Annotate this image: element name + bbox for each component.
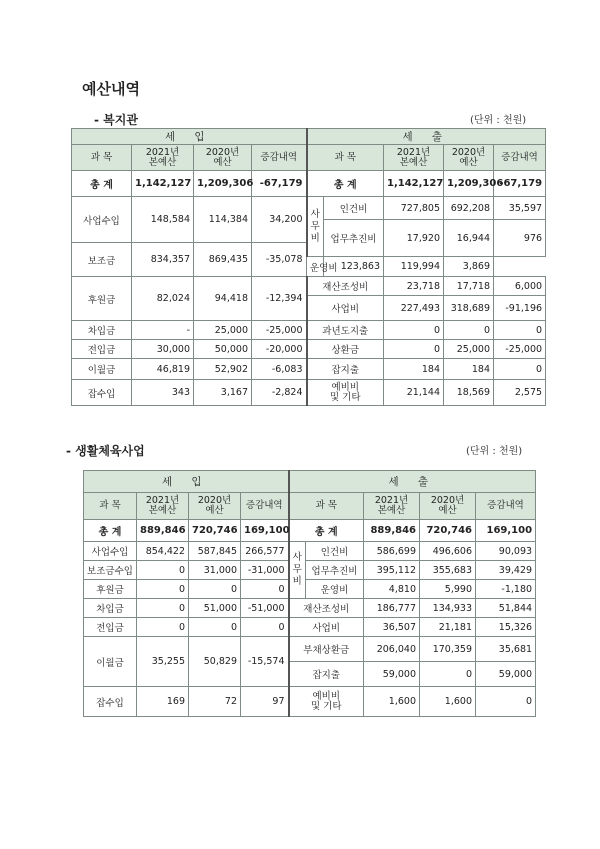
cell: 0	[137, 561, 189, 580]
cell: 1,600	[364, 687, 420, 717]
total-label: 총 계	[289, 520, 364, 542]
row-label: 부채상환금	[289, 637, 364, 662]
cell: 35,255	[137, 637, 189, 687]
cell: 0	[137, 599, 189, 618]
row-label: 잡지출	[307, 359, 384, 380]
cell: 266,577	[241, 542, 289, 561]
row-label: 운영비	[306, 580, 364, 599]
cell: 39,429	[476, 561, 536, 580]
cell: 36,507	[364, 618, 420, 637]
cell: 1,142,127	[384, 171, 444, 197]
cell: 21,181	[420, 618, 476, 637]
cell: 31,000	[189, 561, 241, 580]
cell: 889,846	[137, 520, 189, 542]
col-diff: 증감내역	[494, 145, 546, 171]
cell: 17,920	[384, 220, 444, 257]
row-label: 잡수입	[84, 687, 137, 717]
row-label: 잡지출	[289, 662, 364, 687]
income-header: 세 입	[72, 129, 307, 145]
row-label: 전입금	[84, 618, 137, 637]
col-2021: 2021년 본예산	[364, 493, 420, 520]
cell: -15,574	[241, 637, 289, 687]
cell: 0	[241, 580, 289, 599]
cell: 395,112	[364, 561, 420, 580]
row-label: 재산조성비	[289, 599, 364, 618]
total-row	[72, 171, 546, 197]
cell: 4,810	[364, 580, 420, 599]
row-label: 보조금수입	[84, 561, 137, 580]
row-label: 예비비 및 기타	[307, 380, 384, 406]
cell: 170,359	[420, 637, 476, 662]
row-label: 사업비	[289, 618, 364, 637]
cell: 5,990	[420, 580, 476, 599]
cell: 148,584	[132, 197, 194, 243]
cell: 59,000	[476, 662, 536, 687]
col-2020: 2020년 예산	[189, 493, 241, 520]
cell: 123,863	[324, 257, 384, 277]
row-label: 상환금	[307, 340, 384, 359]
cell: 227,493	[384, 296, 444, 321]
cell: 0	[241, 618, 289, 637]
col-diff: 증감내역	[241, 493, 289, 520]
cell: 17,718	[444, 277, 494, 296]
cell: 94,418	[194, 277, 252, 321]
col-diff: 증감내역	[476, 493, 536, 520]
cell: 25,000	[194, 321, 252, 340]
cell: 15,326	[476, 618, 536, 637]
cell: 355,683	[420, 561, 476, 580]
cell: 0	[494, 359, 546, 380]
cell: 586,699	[364, 542, 420, 561]
cell: -67,179	[252, 171, 307, 197]
row-label: 차입금	[84, 599, 137, 618]
cell: 51,844	[476, 599, 536, 618]
cell: 2,575	[494, 380, 546, 406]
col-subject: 과 목	[289, 493, 364, 520]
cell: 6,000	[494, 277, 546, 296]
cell: 25,000	[444, 340, 494, 359]
cell: 834,357	[132, 243, 194, 277]
cell: 46,819	[132, 359, 194, 380]
total-row	[84, 520, 536, 542]
cell: 134,933	[420, 599, 476, 618]
cell: -35,078	[252, 243, 307, 277]
cell: 0	[189, 580, 241, 599]
cell: 1,209,306	[194, 171, 252, 197]
row-label: 사업수입	[84, 542, 137, 561]
cell: 889,846	[364, 520, 420, 542]
income-header: 세 입	[84, 471, 289, 493]
row-label: 차입금	[72, 321, 132, 340]
table-row	[72, 277, 546, 296]
cell: 34,200	[252, 197, 307, 243]
cell: -25,000	[252, 321, 307, 340]
cell: 1,600	[420, 687, 476, 717]
cell: 51,000	[189, 599, 241, 618]
cell: 35,681	[476, 637, 536, 662]
unit-label: (단위 : 천원)	[470, 115, 527, 126]
section-heading-sports: - 생활체육사업	[66, 444, 145, 458]
cell: 169	[137, 687, 189, 717]
cell: 0	[420, 662, 476, 687]
cell: 90,093	[476, 542, 536, 561]
cell: 50,829	[189, 637, 241, 687]
table-row	[84, 561, 536, 580]
cell: 30,000	[132, 340, 194, 359]
row-label: 과년도지출	[307, 321, 384, 340]
col-2020: 2020년 예산	[444, 145, 494, 171]
cell: 587,845	[189, 542, 241, 561]
col-subject: 과 목	[84, 493, 137, 520]
row-label: 재산조성비	[307, 277, 384, 296]
cell: 0	[494, 321, 546, 340]
cell: 976	[494, 220, 546, 257]
total-label: 총 계	[84, 520, 137, 542]
col-2021: 2021년 본예산	[137, 493, 189, 520]
row-label: 인건비	[324, 197, 384, 220]
cell: 3,869	[444, 257, 494, 277]
cell: 496,606	[420, 542, 476, 561]
cell: 184	[444, 359, 494, 380]
row-label: 사업비	[307, 296, 384, 321]
cell: 21,144	[384, 380, 444, 406]
cell: 35,597	[494, 197, 546, 220]
cell: 82,024	[132, 277, 194, 321]
col-2020: 2020년 예산	[194, 145, 252, 171]
row-label: 잡수입	[72, 380, 132, 406]
cell: -91,196	[494, 296, 546, 321]
group-label: 사 무 비	[307, 197, 324, 257]
cell: 206,040	[364, 637, 420, 662]
row-label: 사업수입	[72, 197, 132, 243]
cell: 0	[384, 321, 444, 340]
table-row	[84, 618, 536, 637]
row-label: 인건비	[306, 542, 364, 561]
row-label: 이월금	[84, 637, 137, 687]
col-subject: 과 목	[72, 145, 132, 171]
col-2020: 2020년 예산	[420, 493, 476, 520]
cell: 50,000	[194, 340, 252, 359]
cell: 0	[384, 340, 444, 359]
row-label: 업무추진비	[306, 561, 364, 580]
table-row	[84, 637, 536, 662]
row-label: 후원금	[72, 277, 132, 321]
group-label: 사 무 비	[289, 542, 306, 599]
row-label: 전입금	[72, 340, 132, 359]
budget-table-welfare	[71, 128, 546, 406]
row-label: 후원금	[84, 580, 137, 599]
cell: 114,384	[194, 197, 252, 243]
cell: 169,100	[476, 520, 536, 542]
cell: 72	[189, 687, 241, 717]
cell: -25,000	[494, 340, 546, 359]
table-row	[72, 340, 546, 359]
row-label: 예비비 및 기타	[289, 687, 364, 717]
cell: 23,718	[384, 277, 444, 296]
cell: 186,777	[364, 599, 420, 618]
cell: -	[132, 321, 194, 340]
table-row	[72, 321, 546, 340]
cell: 720,746	[189, 520, 241, 542]
col-subject: 과 목	[307, 145, 384, 171]
cell: -51,000	[241, 599, 289, 618]
cell: 720,746	[420, 520, 476, 542]
cell: -20,000	[252, 340, 307, 359]
expense-header: 세 출	[307, 129, 546, 145]
cell: 854,422	[137, 542, 189, 561]
expense-header: 세 출	[289, 471, 536, 493]
col-diff: 증감내역	[252, 145, 307, 171]
row-label: 운영비	[307, 257, 324, 277]
cell: -1,180	[476, 580, 536, 599]
table-row	[72, 380, 546, 406]
cell: -67,179	[494, 171, 546, 197]
cell: 318,689	[444, 296, 494, 321]
cell: -2,824	[252, 380, 307, 406]
cell: 0	[137, 618, 189, 637]
total-label: 총 계	[307, 171, 384, 197]
cell: 727,805	[384, 197, 444, 220]
cell: -12,394	[252, 277, 307, 321]
section-heading-welfare: - 복지관	[94, 113, 138, 127]
table-row	[84, 687, 536, 717]
row-label: 보조금	[72, 243, 132, 277]
cell: -6,083	[252, 359, 307, 380]
table-row	[84, 580, 536, 599]
cell: 1,209,306	[444, 171, 494, 197]
cell: 869,435	[194, 243, 252, 277]
col-2021: 2021년 본예산	[132, 145, 194, 171]
cell: 119,994	[384, 257, 444, 277]
cell: -31,000	[241, 561, 289, 580]
cell: 59,000	[364, 662, 420, 687]
cell: 52,902	[194, 359, 252, 380]
total-label: 총 계	[72, 171, 132, 197]
cell: 169,100	[241, 520, 289, 542]
cell: 0	[476, 687, 536, 717]
cell: 0	[189, 618, 241, 637]
cell: 0	[444, 321, 494, 340]
unit-label: (단위 : 천원)	[466, 446, 523, 457]
cell: 184	[384, 359, 444, 380]
table-row	[84, 599, 536, 618]
cell: 18,569	[444, 380, 494, 406]
row-label: 이월금	[72, 359, 132, 380]
cell: 692,208	[444, 197, 494, 220]
col-2021: 2021년 본예산	[384, 145, 444, 171]
table-row	[72, 359, 546, 380]
cell: 343	[132, 380, 194, 406]
cell: 1,142,127	[132, 171, 194, 197]
cell: 3,167	[194, 380, 252, 406]
table-row	[84, 542, 536, 561]
page-title: 예산내역	[82, 80, 140, 98]
cell: 16,944	[444, 220, 494, 257]
row-label: 업무추진비	[324, 220, 384, 257]
budget-table-sports	[83, 470, 536, 717]
cell: 97	[241, 687, 289, 717]
cell: 0	[137, 580, 189, 599]
table-row	[72, 197, 546, 220]
